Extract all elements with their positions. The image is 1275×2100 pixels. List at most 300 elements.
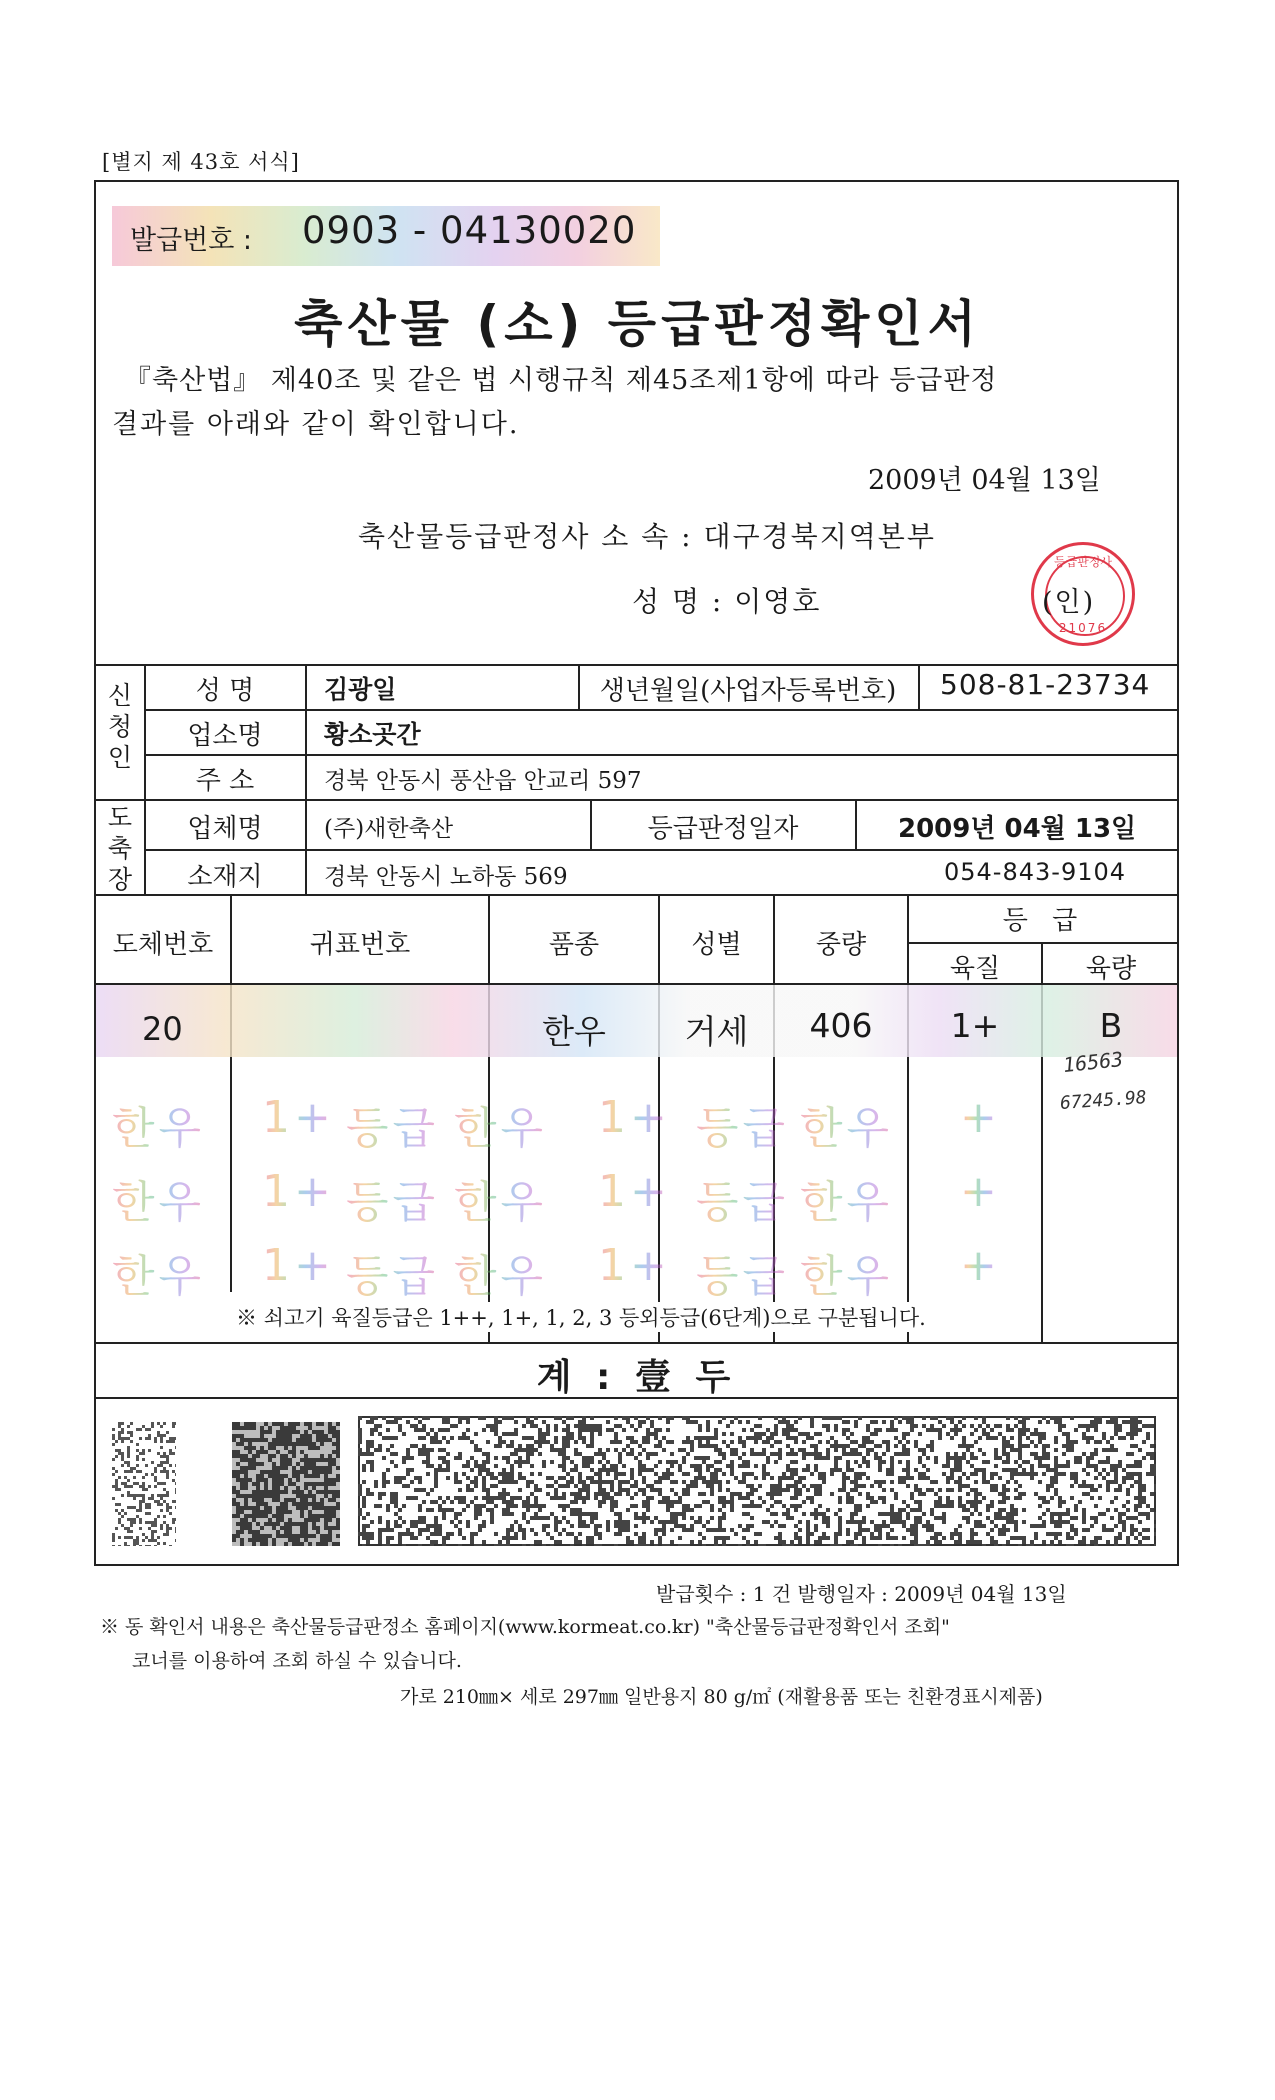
code-module xyxy=(586,1488,590,1492)
code-module xyxy=(950,1436,954,1440)
code-module xyxy=(276,1542,280,1546)
code-module xyxy=(490,1512,494,1516)
code-module xyxy=(838,1544,842,1546)
code-module xyxy=(127,1449,130,1452)
code-module xyxy=(518,1460,522,1464)
code-module xyxy=(127,1446,130,1449)
code-module xyxy=(714,1428,718,1432)
code-module xyxy=(738,1456,742,1460)
code-module xyxy=(970,1464,974,1468)
code-module xyxy=(722,1544,726,1546)
code-module xyxy=(148,1527,151,1530)
code-module xyxy=(316,1442,320,1446)
code-module xyxy=(766,1508,770,1512)
code-module xyxy=(366,1532,370,1536)
code-module xyxy=(139,1452,142,1455)
code-module xyxy=(994,1540,998,1544)
code-module xyxy=(300,1518,304,1522)
code-module xyxy=(718,1524,722,1528)
code-module xyxy=(930,1536,934,1540)
code-module xyxy=(958,1428,962,1432)
code-module xyxy=(466,1428,470,1432)
code-module xyxy=(127,1464,130,1467)
code-module xyxy=(166,1503,169,1506)
code-module xyxy=(442,1512,446,1516)
code-module xyxy=(151,1536,154,1539)
code-module xyxy=(654,1532,658,1536)
code-module xyxy=(1114,1420,1118,1424)
code-module xyxy=(582,1496,586,1500)
code-module xyxy=(292,1462,296,1466)
code-module xyxy=(288,1454,292,1458)
watermark-text: 한우 xyxy=(800,1166,893,1230)
code-module xyxy=(478,1508,482,1512)
code-module xyxy=(414,1424,418,1428)
code-module xyxy=(650,1424,654,1428)
code-module xyxy=(136,1443,139,1446)
code-module xyxy=(690,1440,694,1444)
code-module xyxy=(590,1444,594,1448)
code-module xyxy=(778,1448,782,1452)
code-module xyxy=(850,1544,854,1546)
code-module xyxy=(118,1452,121,1455)
code-module xyxy=(990,1540,994,1544)
code-module xyxy=(806,1464,810,1468)
code-module xyxy=(758,1436,762,1440)
code-module xyxy=(690,1516,694,1520)
code-module xyxy=(590,1432,594,1436)
code-module xyxy=(742,1428,746,1432)
code-module xyxy=(145,1473,148,1476)
code-module xyxy=(1070,1544,1074,1546)
code-module xyxy=(778,1456,782,1460)
code-module xyxy=(474,1480,478,1484)
code-module xyxy=(498,1540,502,1544)
code-module xyxy=(566,1480,570,1484)
code-module xyxy=(1114,1416,1118,1420)
code-module xyxy=(166,1506,169,1509)
code-module xyxy=(582,1544,586,1546)
code-module xyxy=(510,1452,514,1456)
code-module xyxy=(1066,1512,1070,1516)
code-module xyxy=(324,1446,328,1450)
code-module xyxy=(762,1476,766,1480)
code-module xyxy=(638,1516,642,1520)
code-module xyxy=(172,1422,175,1425)
code-module xyxy=(630,1424,634,1428)
code-module xyxy=(1130,1420,1134,1424)
code-module xyxy=(332,1422,336,1426)
code-module xyxy=(682,1448,686,1452)
code-module xyxy=(142,1452,145,1455)
code-module xyxy=(422,1424,426,1428)
code-module xyxy=(506,1472,510,1476)
code-module xyxy=(486,1460,490,1464)
code-module xyxy=(890,1468,894,1472)
code-module xyxy=(942,1536,946,1540)
code-module xyxy=(300,1454,304,1458)
code-module xyxy=(426,1524,430,1528)
code-module xyxy=(522,1512,526,1516)
code-module xyxy=(486,1468,490,1472)
code-module xyxy=(1122,1436,1126,1440)
code-module xyxy=(268,1462,272,1466)
code-module xyxy=(336,1458,340,1462)
code-module xyxy=(280,1542,284,1546)
code-module xyxy=(506,1540,510,1544)
company-label: 업체명 xyxy=(187,814,263,844)
code-module xyxy=(510,1500,514,1504)
code-module xyxy=(702,1444,706,1448)
code-module xyxy=(336,1482,340,1486)
code-module xyxy=(582,1500,586,1504)
code-module xyxy=(112,1545,115,1546)
code-module xyxy=(530,1452,534,1456)
code-module xyxy=(762,1464,766,1468)
code-module xyxy=(398,1428,402,1432)
code-module xyxy=(1010,1504,1014,1508)
code-module xyxy=(336,1470,340,1474)
code-module xyxy=(1018,1428,1022,1432)
code-module xyxy=(918,1448,922,1452)
code-module xyxy=(1038,1432,1042,1436)
code-module xyxy=(978,1448,982,1452)
code-module xyxy=(922,1472,926,1476)
code-module xyxy=(918,1460,922,1464)
code-module xyxy=(790,1496,794,1500)
code-module xyxy=(390,1460,394,1464)
code-module xyxy=(978,1524,982,1528)
code-module xyxy=(722,1540,726,1544)
code-module xyxy=(124,1437,127,1440)
code-module xyxy=(115,1485,118,1488)
code-module xyxy=(542,1528,546,1532)
code-module xyxy=(478,1528,482,1532)
code-module xyxy=(806,1524,810,1528)
code-module xyxy=(874,1528,878,1532)
code-module xyxy=(446,1508,450,1512)
code-module xyxy=(750,1524,754,1528)
code-module xyxy=(818,1488,822,1492)
code-module xyxy=(938,1420,942,1424)
code-module xyxy=(654,1444,658,1448)
code-module xyxy=(1102,1512,1106,1516)
code-module xyxy=(618,1512,622,1516)
code-module xyxy=(514,1448,518,1452)
code-module xyxy=(402,1476,406,1480)
code-module xyxy=(962,1416,966,1420)
code-module xyxy=(474,1464,478,1468)
code-module xyxy=(610,1500,614,1504)
code-module xyxy=(112,1458,115,1461)
code-module xyxy=(850,1520,854,1524)
code-module xyxy=(308,1506,312,1510)
code-module xyxy=(598,1480,602,1484)
code-module xyxy=(842,1484,846,1488)
code-module xyxy=(248,1498,252,1502)
code-module xyxy=(1098,1460,1102,1464)
code-module xyxy=(790,1468,794,1472)
code-module xyxy=(1058,1472,1062,1476)
code-module xyxy=(166,1470,169,1473)
code-module xyxy=(160,1440,163,1443)
code-module xyxy=(930,1512,934,1516)
code-module xyxy=(526,1444,530,1448)
code-module xyxy=(806,1536,810,1540)
code-module xyxy=(506,1508,510,1512)
code-module xyxy=(1026,1444,1030,1448)
code-module xyxy=(154,1545,157,1546)
code-module xyxy=(494,1496,498,1500)
code-module xyxy=(1014,1528,1018,1532)
code-module xyxy=(1090,1524,1094,1528)
code-module xyxy=(670,1488,674,1492)
code-module xyxy=(118,1434,121,1437)
code-module xyxy=(738,1420,742,1424)
code-module xyxy=(1106,1540,1110,1544)
code-module xyxy=(758,1532,762,1536)
code-module xyxy=(990,1428,994,1432)
code-module xyxy=(522,1532,526,1536)
code-module xyxy=(362,1528,366,1532)
code-module xyxy=(922,1424,926,1428)
code-module xyxy=(866,1436,870,1440)
code-module xyxy=(1006,1540,1010,1544)
code-module xyxy=(866,1504,870,1508)
code-module xyxy=(296,1510,300,1514)
code-module xyxy=(1150,1452,1154,1456)
code-module xyxy=(730,1432,734,1436)
meat-quality-grade: 1+ xyxy=(950,1006,1000,1045)
code-module xyxy=(1146,1436,1150,1440)
code-module xyxy=(890,1520,894,1524)
code-module xyxy=(1030,1464,1034,1468)
code-module xyxy=(1090,1516,1094,1520)
code-module xyxy=(236,1542,240,1546)
code-module xyxy=(658,1440,662,1444)
code-module xyxy=(550,1536,554,1540)
code-module xyxy=(866,1424,870,1428)
code-module xyxy=(646,1436,650,1440)
code-module xyxy=(778,1480,782,1484)
code-module xyxy=(166,1530,169,1533)
code-module xyxy=(682,1516,686,1520)
code-module xyxy=(474,1448,478,1452)
code-module xyxy=(268,1542,272,1546)
code-module xyxy=(918,1432,922,1436)
code-module xyxy=(450,1424,454,1428)
code-module xyxy=(280,1538,284,1542)
code-module xyxy=(838,1456,842,1460)
code-module xyxy=(634,1524,638,1528)
code-module xyxy=(678,1468,682,1472)
code-module xyxy=(566,1424,570,1428)
code-module xyxy=(734,1416,738,1420)
code-module xyxy=(1082,1436,1086,1440)
code-module xyxy=(166,1509,169,1512)
code-module xyxy=(998,1528,1002,1532)
code-module xyxy=(594,1424,598,1428)
code-module xyxy=(390,1420,394,1424)
code-module xyxy=(264,1458,268,1462)
code-module xyxy=(854,1440,858,1444)
code-module xyxy=(462,1416,466,1420)
code-module xyxy=(434,1532,438,1536)
code-module xyxy=(578,1488,582,1492)
code-module xyxy=(232,1442,236,1446)
code-module xyxy=(566,1416,570,1420)
code-module xyxy=(308,1526,312,1530)
code-module xyxy=(810,1424,814,1428)
code-module xyxy=(478,1524,482,1528)
code-module xyxy=(718,1484,722,1488)
code-module xyxy=(160,1527,163,1530)
code-module xyxy=(308,1530,312,1534)
code-module xyxy=(582,1456,586,1460)
code-module xyxy=(778,1488,782,1492)
code-module xyxy=(870,1536,874,1540)
code-module xyxy=(518,1456,522,1460)
code-module xyxy=(742,1476,746,1480)
code-module xyxy=(268,1466,272,1470)
code-module xyxy=(958,1480,962,1484)
code-module xyxy=(1070,1516,1074,1520)
code-module xyxy=(466,1520,470,1524)
code-module xyxy=(434,1528,438,1532)
code-module xyxy=(922,1512,926,1516)
code-module xyxy=(706,1528,710,1532)
code-module xyxy=(121,1482,124,1485)
code-module xyxy=(534,1440,538,1444)
code-module xyxy=(1110,1516,1114,1520)
code-module xyxy=(454,1424,458,1428)
code-module xyxy=(598,1484,602,1488)
code-module xyxy=(1094,1520,1098,1524)
code-module xyxy=(1122,1480,1126,1484)
code-module xyxy=(300,1482,304,1486)
code-module xyxy=(172,1440,175,1443)
grid-line xyxy=(144,754,1179,756)
code-module xyxy=(554,1540,558,1544)
code-module xyxy=(1022,1508,1026,1512)
code-module xyxy=(386,1504,390,1508)
code-module xyxy=(136,1470,139,1473)
code-module xyxy=(858,1444,862,1448)
code-module xyxy=(650,1452,654,1456)
code-module xyxy=(590,1536,594,1540)
code-module xyxy=(574,1496,578,1500)
code-module xyxy=(842,1476,846,1480)
code-module xyxy=(502,1472,506,1476)
code-module xyxy=(1130,1428,1134,1432)
code-module xyxy=(462,1432,466,1436)
code-module xyxy=(962,1440,966,1444)
code-module xyxy=(910,1532,914,1536)
code-module xyxy=(994,1512,998,1516)
code-module xyxy=(606,1468,610,1472)
code-module xyxy=(526,1452,530,1456)
code-module xyxy=(1126,1516,1130,1520)
code-module xyxy=(530,1544,534,1546)
code-module xyxy=(702,1544,706,1546)
code-module xyxy=(822,1476,826,1480)
code-module xyxy=(458,1496,462,1500)
code-module xyxy=(438,1464,442,1468)
code-module xyxy=(710,1508,714,1512)
code-module xyxy=(422,1448,426,1452)
code-module xyxy=(406,1472,410,1476)
code-module xyxy=(1118,1484,1122,1488)
code-module xyxy=(942,1472,946,1476)
code-module xyxy=(1030,1544,1034,1546)
code-module xyxy=(902,1444,906,1448)
code-module xyxy=(754,1440,758,1444)
code-module xyxy=(454,1476,458,1480)
code-module xyxy=(982,1544,986,1546)
code-module xyxy=(826,1424,830,1428)
code-module xyxy=(698,1492,702,1496)
code-module xyxy=(902,1508,906,1512)
code-module xyxy=(578,1492,582,1496)
code-module xyxy=(1134,1528,1138,1532)
code-module xyxy=(934,1428,938,1432)
code-module xyxy=(121,1431,124,1434)
code-module xyxy=(366,1440,370,1444)
code-module xyxy=(862,1472,866,1476)
code-module xyxy=(1126,1536,1130,1540)
code-module xyxy=(406,1532,410,1536)
code-module xyxy=(742,1464,746,1468)
code-module xyxy=(1046,1484,1050,1488)
code-module xyxy=(554,1528,558,1532)
code-module xyxy=(426,1472,430,1476)
code-module xyxy=(172,1470,175,1473)
code-module xyxy=(698,1540,702,1544)
code-module xyxy=(706,1424,710,1428)
code-module xyxy=(1066,1464,1070,1468)
code-module xyxy=(133,1497,136,1500)
code-module xyxy=(324,1442,328,1446)
code-module xyxy=(1002,1524,1006,1528)
code-module xyxy=(133,1521,136,1524)
code-module xyxy=(522,1544,526,1546)
code-module xyxy=(1042,1512,1046,1516)
code-module xyxy=(658,1428,662,1432)
code-module xyxy=(650,1432,654,1436)
code-module xyxy=(1082,1512,1086,1516)
code-module xyxy=(754,1504,758,1508)
code-module xyxy=(526,1460,530,1464)
code-module xyxy=(882,1420,886,1424)
code-module xyxy=(654,1544,658,1546)
code-module xyxy=(834,1460,838,1464)
code-module xyxy=(874,1432,878,1436)
code-module xyxy=(854,1452,858,1456)
code-module xyxy=(494,1504,498,1508)
code-module xyxy=(438,1508,442,1512)
code-module xyxy=(630,1484,634,1488)
code-module xyxy=(358,1488,362,1492)
code-module xyxy=(642,1540,646,1544)
code-module xyxy=(362,1504,366,1508)
code-module xyxy=(718,1516,722,1520)
code-module xyxy=(642,1544,646,1546)
code-module xyxy=(630,1472,634,1476)
code-module xyxy=(458,1436,462,1440)
code-module xyxy=(674,1516,678,1520)
code-module xyxy=(1062,1432,1066,1436)
code-module xyxy=(1138,1488,1142,1492)
